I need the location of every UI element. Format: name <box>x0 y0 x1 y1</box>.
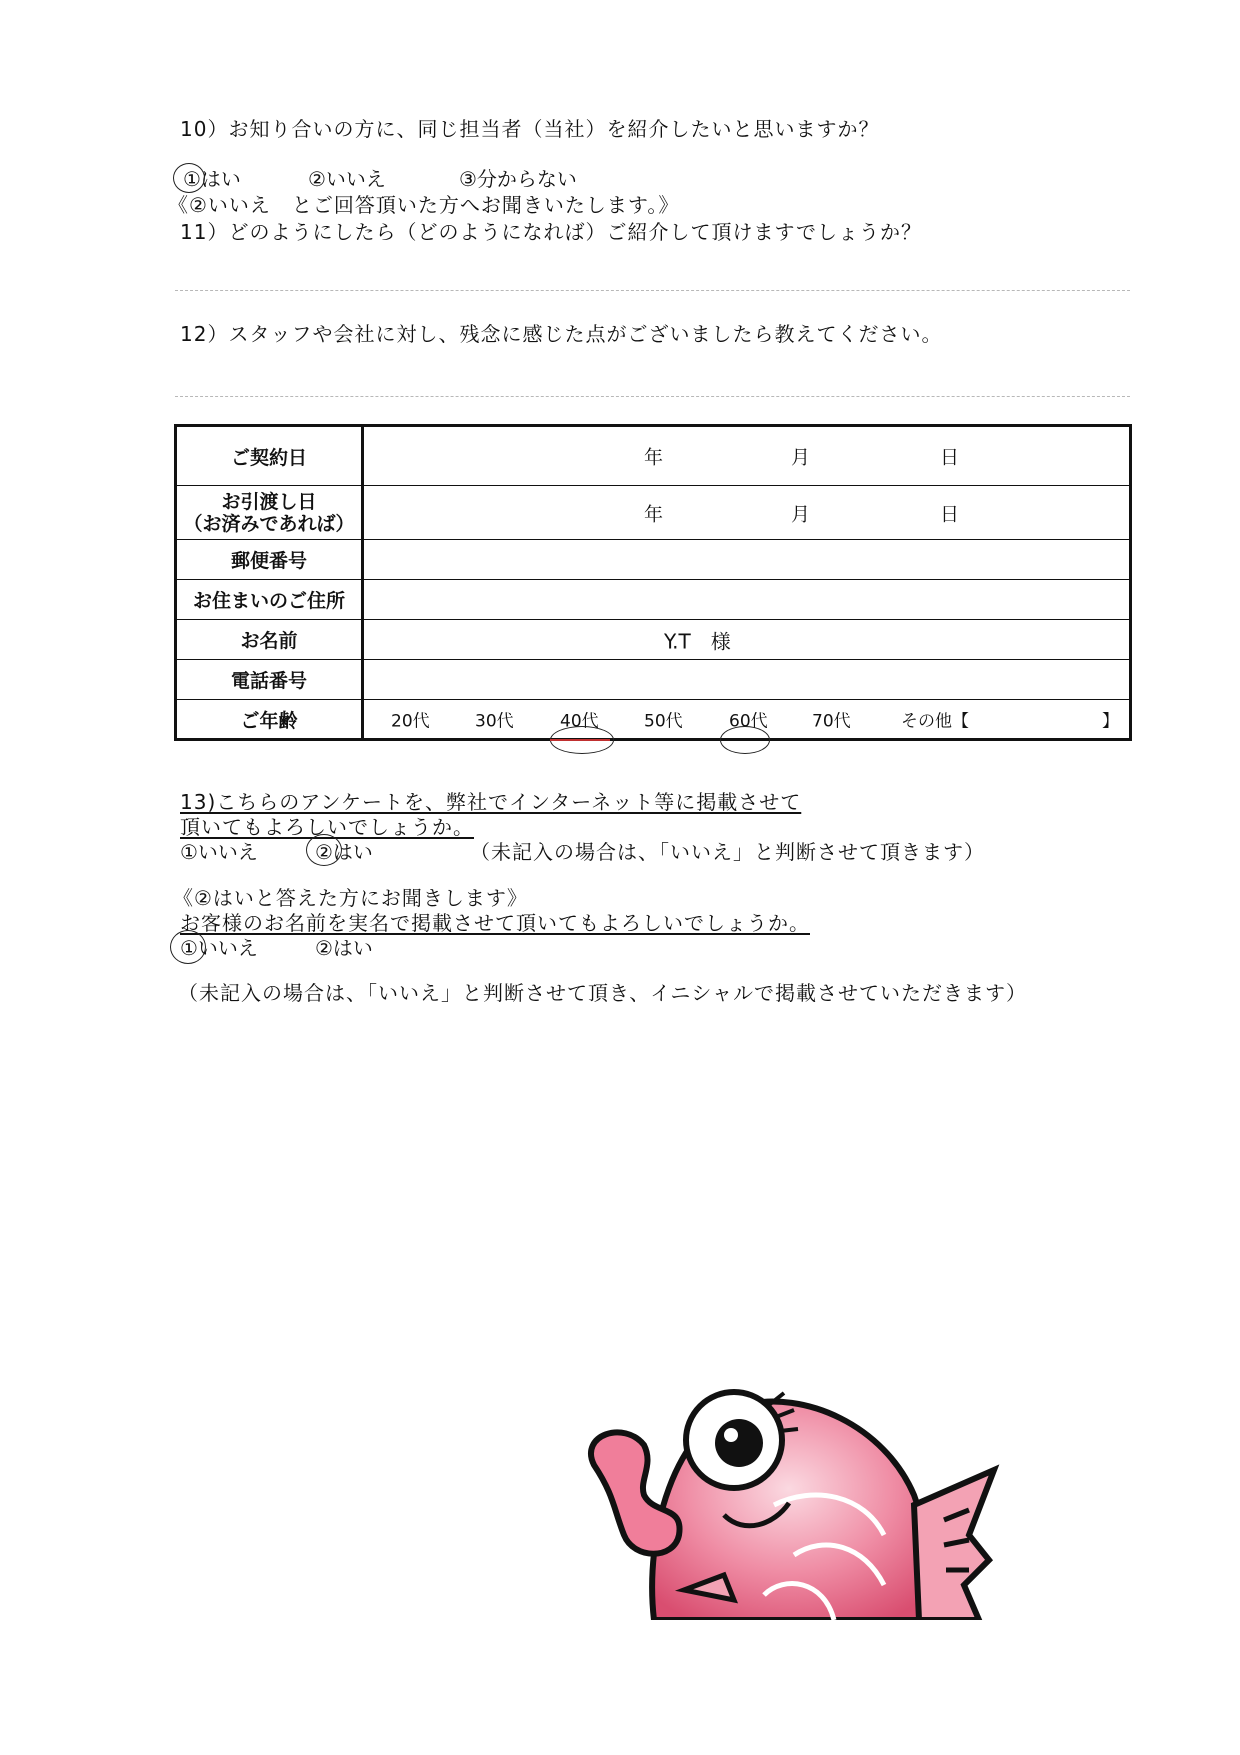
phone-row <box>176 660 1131 700</box>
q13-option-no[interactable]: ①いいえ <box>180 840 258 864</box>
move-date-label <box>176 486 363 540</box>
age-row <box>176 700 1131 740</box>
q12-question: 12）スタッフや会社に対し、残念に感じた点がございましたら教えてください。 <box>180 322 943 346</box>
q13-option-yes[interactable]: ②はい <box>315 840 373 864</box>
postal-label: 郵便番号 <box>176 540 363 580</box>
move-date-label-line1: お引渡し日 <box>221 490 317 513</box>
q10-note: 《②いいえ とご回答頂いた方へお聞きいたします。》 <box>168 193 680 217</box>
phone-label: 電話番号 <box>176 660 363 700</box>
q13-sub-option-no[interactable]: ①いいえ <box>180 936 258 960</box>
contract-day-label: 日 <box>940 446 960 469</box>
q13-sub-no-circle-mark <box>170 930 206 964</box>
contract-date-field[interactable] <box>363 426 1131 486</box>
q13-sub-question: お客様のお名前を実名で掲載させて頂いてもよろしいでしょうか。 <box>180 911 810 935</box>
age-label: ご年齢 <box>176 700 363 740</box>
move-date-field[interactable] <box>363 486 1131 540</box>
q13-note: （未記入の場合は、「いいえ」と判断させて頂きます） <box>470 840 985 864</box>
name-row <box>176 620 1131 660</box>
fish-mascot-illustration <box>584 1385 1004 1620</box>
q10-question: 10）お知り合いの方に、同じ担当者（当社）を紹介したいと思いますか？ <box>180 117 880 141</box>
postal-field[interactable] <box>363 540 1131 580</box>
q11-question: 11）どのようにしたら（どのようになれば）ご紹介して頂けますでしょうか？ <box>180 220 923 244</box>
age-option-50s[interactable]: 50代 <box>644 711 683 732</box>
age-field <box>363 700 1131 740</box>
phone-field[interactable] <box>363 660 1131 700</box>
move-day-label: 日 <box>940 503 960 525</box>
q13-sub-intro: 《②はいと答えた方にお聞きします》 <box>173 886 528 910</box>
q10-option-yes[interactable]: ①はい <box>183 167 241 191</box>
age-40s-strike-mark <box>550 739 610 741</box>
q12-answer-line <box>175 396 1130 397</box>
contract-year-label: 年 <box>644 446 664 469</box>
q10-option-unknown[interactable]: ③分からない <box>459 167 577 191</box>
age-option-30s[interactable]: 30代 <box>475 711 514 732</box>
age-option-20s[interactable]: 20代 <box>391 711 430 732</box>
customer-info-table <box>174 424 1132 741</box>
contract-month-label: 月 <box>791 446 811 469</box>
age-option-other-close: 】 <box>1102 711 1119 732</box>
q10-option-no[interactable]: ②いいえ <box>308 167 386 191</box>
q11-answer-line <box>175 290 1130 291</box>
age-60s-circle-mark <box>720 726 770 754</box>
q13-footer-note: （未記入の場合は、「いいえ」と判断させて頂き、イニシャルで掲載させていただきます） <box>178 981 1027 1005</box>
age-option-60s[interactable]: 60代 <box>729 711 768 732</box>
age-option-other[interactable]: その他【 <box>901 711 969 732</box>
contract-date-label: ご契約日 <box>176 426 363 486</box>
move-month-label: 月 <box>791 503 811 525</box>
age-option-40s[interactable]: 40代 <box>560 711 599 732</box>
postal-row <box>176 540 1131 580</box>
move-date-row <box>176 486 1131 540</box>
move-date-label-line2: （お済みであれば） <box>183 512 355 535</box>
age-option-70s[interactable]: 70代 <box>812 711 851 732</box>
name-label: お名前 <box>176 620 363 660</box>
address-field[interactable] <box>363 580 1131 620</box>
name-field[interactable] <box>363 620 1131 660</box>
address-row <box>176 580 1131 620</box>
q10-yes-circle-mark <box>173 163 205 193</box>
q13-sub-option-yes[interactable]: ②はい <box>315 936 373 960</box>
q13-yes-circle-mark <box>306 834 342 866</box>
name-value: Y.T 様 <box>664 629 731 653</box>
q13-question-line1: 13)こちらのアンケートを、弊社でインターネット等に掲載させて <box>180 790 802 814</box>
address-label: お住まいのご住所 <box>176 580 363 620</box>
q13-question-line2: 頂いてもよろしいでしょうか。 <box>180 815 474 839</box>
move-year-label: 年 <box>644 503 664 525</box>
contract-date-row <box>176 426 1131 486</box>
